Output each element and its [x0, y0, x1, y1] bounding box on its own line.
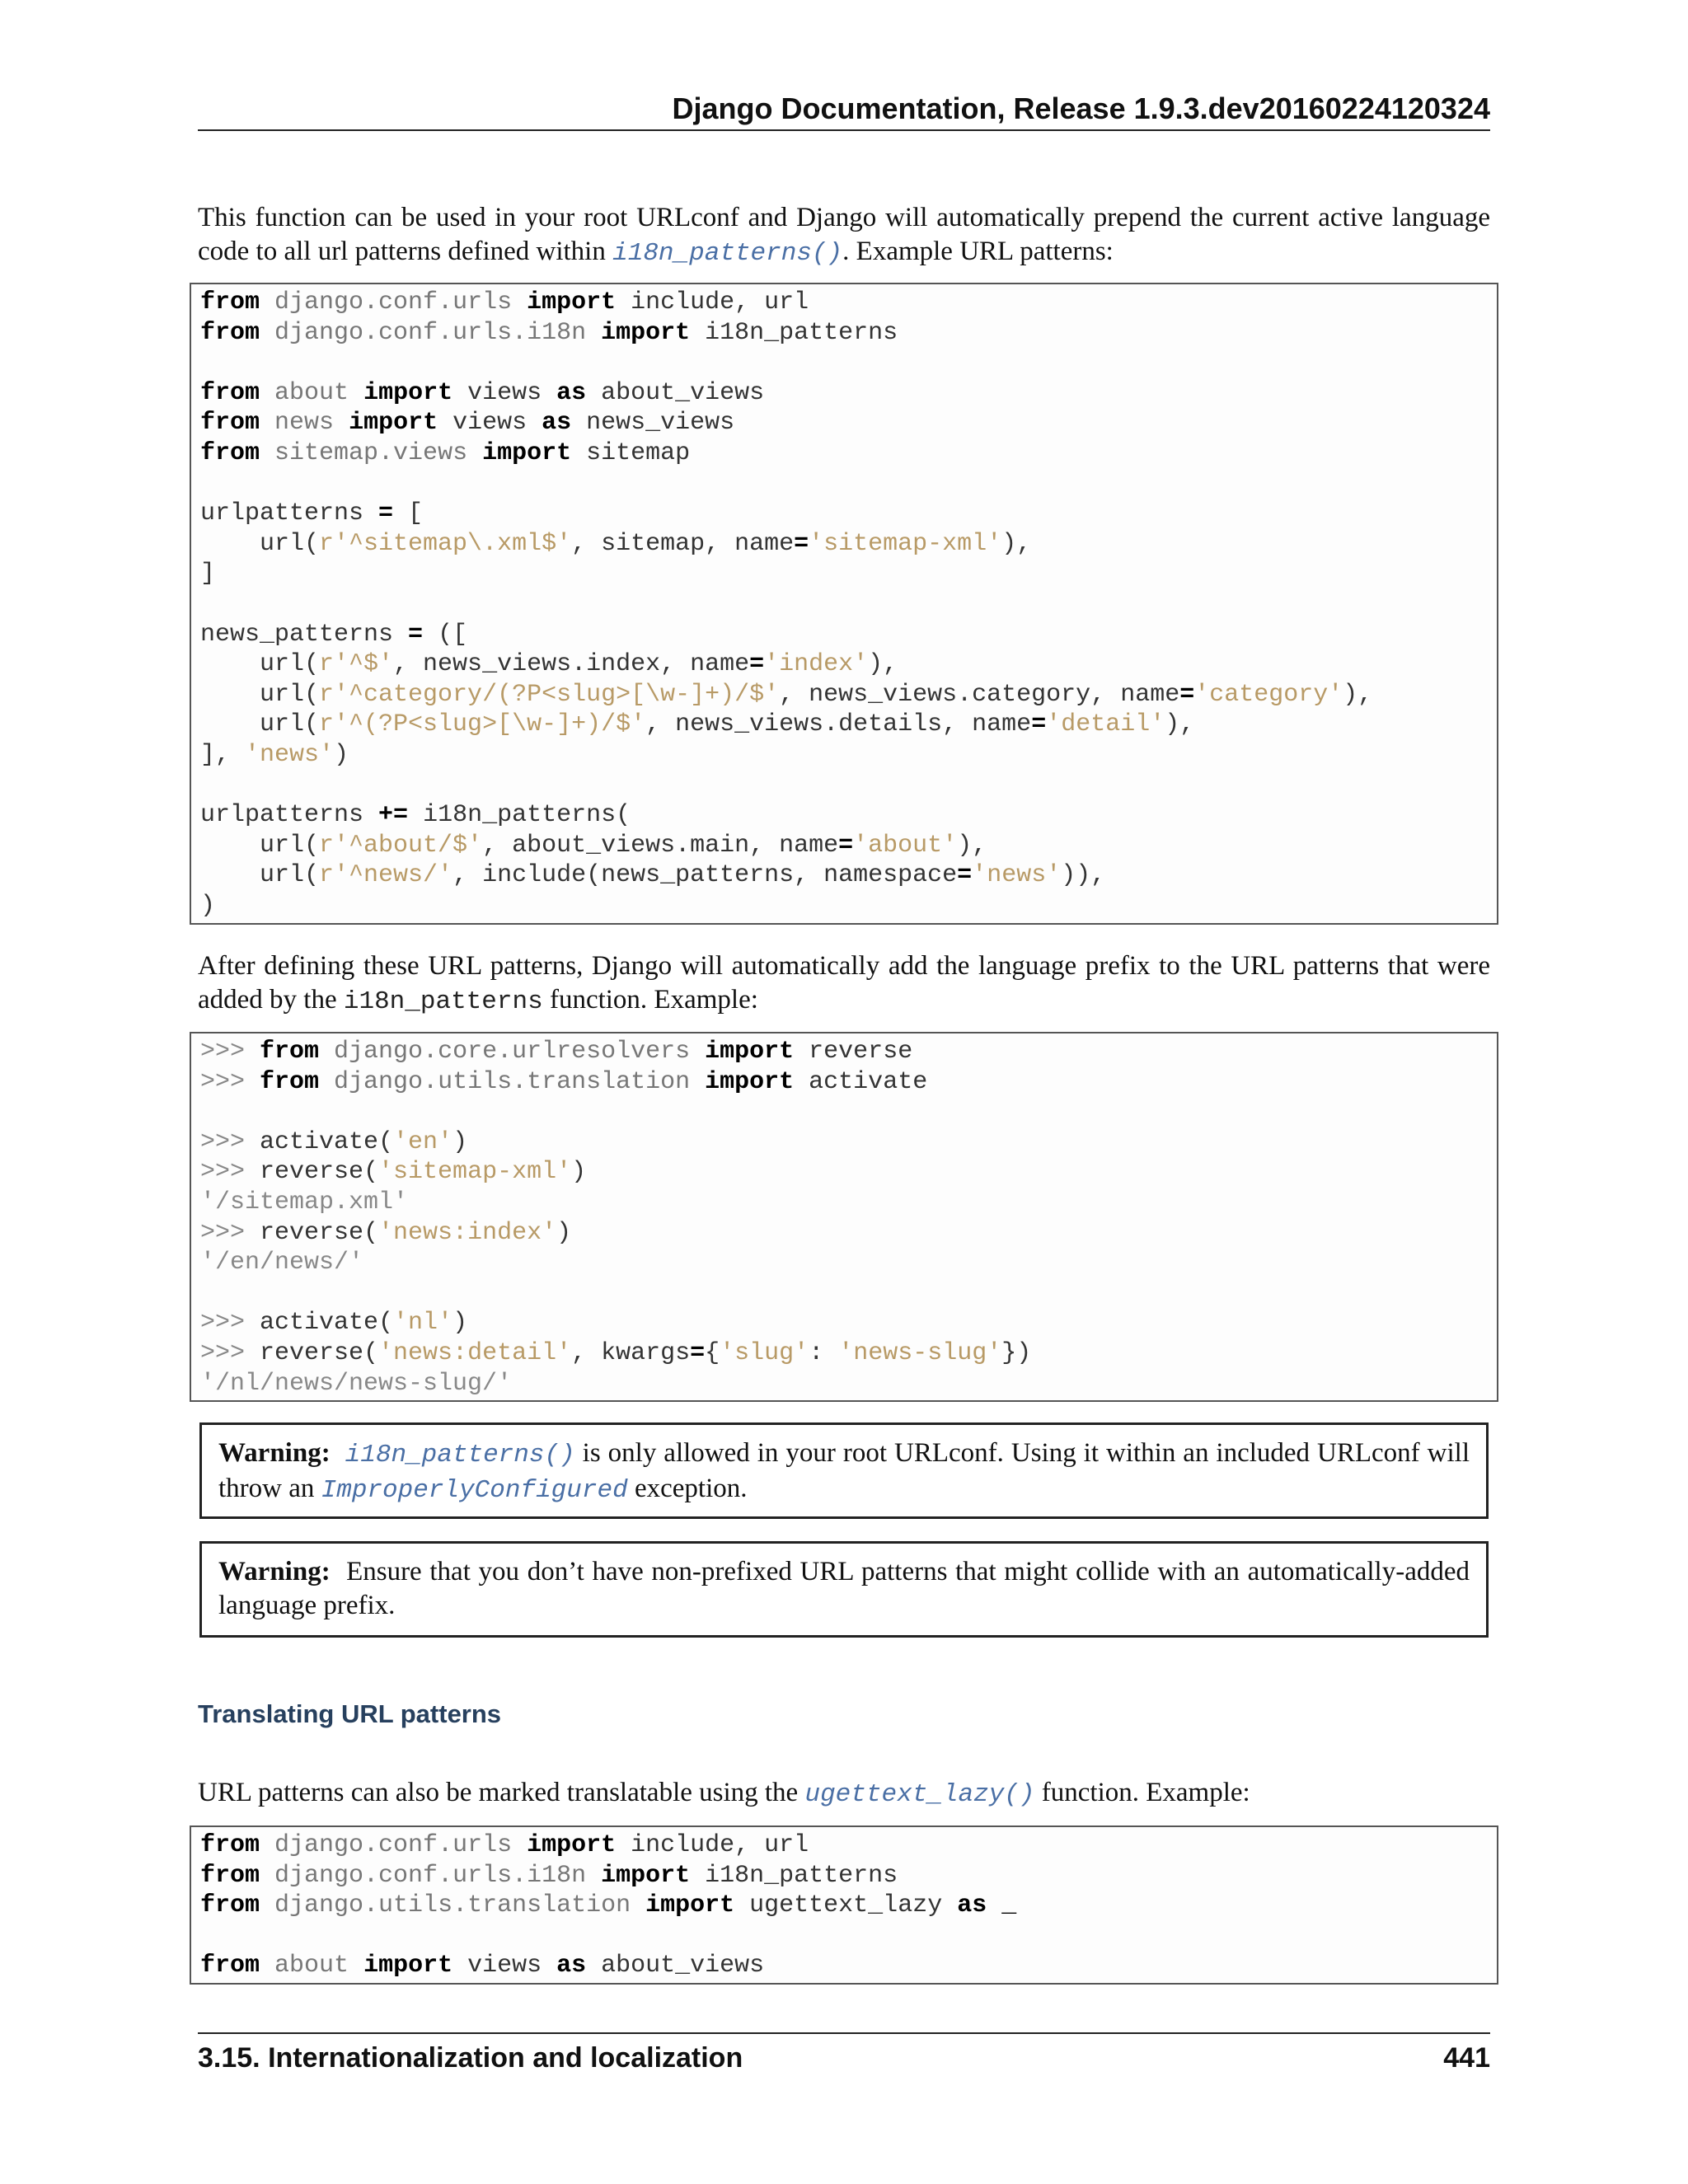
warning-label: Warning: — [218, 1557, 331, 1586]
code-token: ] — [200, 560, 216, 588]
running-header: Django Documentation, Release 1.9.3.dev20160224120324 — [672, 91, 1490, 125]
code-line — [200, 469, 1488, 499]
after-text: After defining these URL patterns, Django will automatically add the language prefix to the URL patterns that were added by the — [198, 951, 1490, 1015]
code-token: from — [200, 1952, 260, 1980]
code-token: 'news' — [245, 740, 335, 769]
code-line — [200, 438, 1488, 469]
code-line — [200, 1188, 1488, 1218]
i18n-patterns-literal: i18n_patterns — [343, 987, 543, 1016]
code-line — [200, 1830, 1488, 1861]
code-token — [467, 439, 482, 467]
code-token: import — [645, 1891, 735, 1920]
code-token: >>> — [200, 1309, 260, 1338]
code-token: include, url — [616, 1831, 809, 1859]
code-line — [200, 860, 1488, 891]
code-line — [200, 1037, 1488, 1067]
code-token — [260, 1831, 274, 1859]
code-token: reverse( — [260, 1158, 379, 1187]
code-token — [631, 1891, 645, 1919]
code-line — [200, 891, 1488, 921]
code-block-reverse-example — [190, 1032, 1498, 1402]
code-token: import — [349, 409, 438, 438]
code-token: urlpatterns — [200, 499, 379, 528]
code-token: import — [527, 1831, 617, 1859]
code-token: sitemap.views — [274, 438, 468, 467]
code-token: _ — [1001, 1891, 1017, 1920]
code-token: from — [200, 378, 260, 407]
code-token: , include(news_patterns, namespace — [452, 861, 958, 890]
code-token: from — [260, 1067, 320, 1096]
code-token: from — [260, 1038, 320, 1066]
code-token: news_views — [571, 409, 735, 438]
warning-box-prefix-collision — [199, 1541, 1489, 1638]
code-line — [200, 589, 1488, 620]
code-token: about_views — [586, 378, 765, 407]
code-line — [200, 740, 1488, 771]
code-token: ), — [957, 831, 987, 860]
code-token: )), — [1061, 861, 1106, 890]
code-token: url( — [200, 710, 320, 739]
code-token — [512, 1831, 527, 1859]
after-text-end: function. Example: — [542, 985, 758, 1015]
code-token: include, url — [616, 288, 809, 316]
code-token: ([ — [423, 620, 468, 649]
code-token — [260, 288, 274, 316]
code-token: = — [1031, 710, 1047, 739]
code-token: '/nl/news/news-slug/' — [200, 1369, 513, 1398]
code-token: as — [556, 378, 587, 407]
page-number: 441 — [1443, 2042, 1490, 2074]
code-line — [200, 499, 1488, 529]
code-line — [200, 1278, 1488, 1309]
code-token: += — [378, 801, 409, 830]
code-token: url( — [200, 680, 320, 709]
code-token — [260, 439, 274, 467]
code-token: ), — [1165, 710, 1195, 739]
code-token: 'slug' — [720, 1338, 809, 1367]
code-token: import — [601, 1861, 691, 1890]
code-line — [200, 1951, 1488, 1981]
header-rule — [198, 129, 1490, 131]
code-token: = — [957, 861, 973, 890]
code-token — [349, 1952, 363, 1980]
code-token: as — [542, 409, 572, 438]
code-token: ) — [556, 1218, 572, 1247]
code-token: i18n_patterns( — [408, 801, 631, 830]
translating-text: URL patterns can also be marked translatable using the — [198, 1778, 805, 1807]
code-line — [200, 680, 1488, 710]
code-line — [200, 1891, 1488, 1921]
code-token: import — [363, 1952, 453, 1980]
code-block-url-patterns — [190, 283, 1498, 925]
code-token: news_patterns — [200, 620, 409, 649]
code-token — [260, 319, 274, 347]
code-token — [690, 1038, 705, 1066]
code-token: '/sitemap.xml' — [200, 1188, 409, 1216]
code-token: = — [690, 1338, 706, 1367]
code-token: r'^$' — [319, 650, 394, 679]
code-token: , news_views.index, name — [393, 650, 750, 679]
code-token: 'sitemap-xml' — [378, 1158, 572, 1187]
code-token: url( — [200, 650, 320, 679]
footer-section-title: 3.15. Internationalization and localization — [198, 2042, 743, 2074]
code-token: urlpatterns — [200, 801, 379, 830]
code-line — [200, 831, 1488, 861]
code-token: r'^sitemap\.xml$' — [319, 529, 572, 558]
code-line — [200, 378, 1488, 409]
warning-text: is only allowed in your root URLconf. Using it within an included URLconf will throw an — [218, 1438, 1470, 1503]
i18n-patterns-link[interactable]: i18n_patterns() — [612, 239, 843, 268]
code-line — [200, 1308, 1488, 1338]
code-token — [260, 1952, 274, 1980]
translating-text-end: function. Example: — [1034, 1778, 1250, 1807]
code-token: ), — [1001, 529, 1032, 558]
code-block-translatable-urls — [190, 1825, 1498, 1985]
code-line — [200, 771, 1488, 801]
code-token: 'category' — [1194, 680, 1343, 709]
code-token: from — [200, 1861, 260, 1890]
code-token: sitemap — [571, 438, 691, 467]
improperly-configured-link[interactable]: ImproperlyConfigured — [321, 1476, 628, 1505]
code-line — [200, 1097, 1488, 1127]
code-token: : — [809, 1338, 839, 1367]
code-token: ), — [1343, 680, 1373, 709]
code-token: ), — [868, 650, 898, 679]
code-token: import — [705, 1038, 795, 1066]
translating-paragraph — [198, 1776, 1490, 1811]
code-token — [512, 288, 527, 316]
code-line — [200, 1127, 1488, 1158]
code-token — [260, 1891, 274, 1919]
code-line — [200, 1861, 1488, 1891]
code-token — [319, 1068, 334, 1096]
code-line — [200, 1369, 1488, 1399]
code-token — [319, 1038, 334, 1066]
code-token: django.conf.urls.i18n — [274, 318, 587, 347]
code-token: from — [200, 318, 260, 347]
code-token: 'news-slug' — [838, 1338, 1002, 1367]
code-line — [200, 348, 1488, 378]
code-token: = — [794, 529, 809, 558]
code-token: >>> — [200, 1067, 260, 1096]
code-token: ) — [452, 1309, 468, 1338]
code-token: , news_views.category, name — [779, 680, 1180, 709]
code-line — [200, 1218, 1488, 1249]
code-token: views — [452, 1952, 557, 1980]
code-token — [260, 1862, 274, 1890]
code-token — [349, 379, 363, 407]
code-line — [200, 408, 1488, 438]
code-token: activate( — [260, 1127, 394, 1156]
code-line — [200, 1921, 1488, 1952]
code-token: django.conf.urls — [274, 1831, 513, 1859]
warning-text: Ensure that you don’t have non-prefixed URL patterns that might collide with an automatically-added language prefix. — [218, 1557, 1470, 1620]
code-token: url( — [200, 861, 320, 890]
code-token: 'sitemap-xml' — [809, 529, 1002, 558]
code-token: r'^news/' — [319, 861, 453, 890]
code-token — [260, 409, 274, 437]
warning-text-end: exception. — [627, 1474, 748, 1503]
code-token: 'about' — [853, 831, 958, 860]
code-token: ], — [200, 740, 246, 769]
code-token: import — [482, 438, 572, 467]
code-token: = — [749, 650, 765, 679]
code-token: >>> — [200, 1038, 260, 1066]
code-token: about — [274, 378, 349, 407]
intro-text-end: . Example URL patterns: — [842, 237, 1114, 266]
code-line — [200, 710, 1488, 740]
code-line — [200, 288, 1488, 318]
code-token — [690, 1068, 705, 1096]
code-line — [200, 649, 1488, 680]
code-token: }) — [1001, 1338, 1032, 1367]
code-token: reverse( — [260, 1338, 379, 1367]
code-token: { — [705, 1338, 720, 1367]
after-paragraph — [198, 949, 1490, 1019]
code-token: import — [527, 288, 617, 316]
code-token: import — [363, 378, 453, 407]
code-token: 'news' — [972, 861, 1062, 890]
code-token: as — [556, 1952, 587, 1980]
code-token: >>> — [200, 1338, 260, 1367]
code-token — [987, 1891, 1001, 1919]
code-token: '/en/news/' — [200, 1249, 364, 1277]
code-line — [200, 529, 1488, 560]
i18n-patterns-link[interactable]: i18n_patterns() — [345, 1441, 575, 1469]
code-token: views — [438, 409, 542, 438]
warning-box-root-urlconf — [199, 1422, 1489, 1519]
code-token: r'^category/(?P<slug>[\w-]+)/$' — [319, 680, 780, 709]
code-token: 'index' — [764, 650, 869, 679]
code-token — [260, 379, 274, 407]
code-token: django.conf.urls.i18n — [274, 1861, 587, 1890]
code-token: about_views — [586, 1952, 765, 1980]
code-token: >>> — [200, 1158, 260, 1187]
code-token: django.conf.urls — [274, 288, 513, 316]
code-token: views — [452, 378, 557, 407]
code-token: django.core.urlresolvers — [334, 1038, 691, 1066]
code-line — [200, 318, 1488, 349]
code-token: 'nl' — [393, 1309, 453, 1338]
code-token: activate( — [260, 1309, 394, 1338]
code-token: reverse( — [260, 1218, 379, 1247]
code-token: ) — [200, 891, 216, 920]
code-token: >>> — [200, 1218, 260, 1247]
code-token: r'^about/$' — [319, 831, 483, 860]
code-token: [ — [393, 499, 424, 528]
ugettext-lazy-link[interactable]: ugettext_lazy() — [804, 1780, 1035, 1809]
code-token: , news_views.details, name — [645, 710, 1032, 739]
code-token: import — [601, 318, 691, 347]
footer-rule — [198, 2032, 1490, 2034]
code-line — [200, 620, 1488, 650]
code-token: from — [200, 438, 260, 467]
code-token: as — [957, 1891, 987, 1920]
code-token: i18n_patterns — [690, 1861, 898, 1890]
code-token: news — [274, 409, 335, 438]
code-token: activate — [794, 1067, 928, 1096]
code-token: ) — [334, 740, 349, 769]
code-token: 'detail' — [1046, 710, 1165, 739]
code-token — [586, 1862, 601, 1890]
code-token: django.utils.translation — [334, 1067, 691, 1096]
code-token — [334, 409, 349, 437]
code-token: >>> — [200, 1127, 260, 1156]
code-line — [200, 1338, 1488, 1369]
code-token: import — [705, 1067, 795, 1096]
code-token: 'news:detail' — [378, 1338, 572, 1367]
code-token: , about_views.main, name — [482, 831, 839, 860]
code-token: = — [378, 499, 394, 528]
code-line — [200, 1248, 1488, 1278]
code-token: = — [838, 831, 854, 860]
code-token: ugettext_lazy — [734, 1891, 958, 1920]
code-token: , kwargs — [571, 1338, 691, 1367]
code-token: r'^(?P<slug>[\w-]+)/$' — [319, 710, 646, 739]
code-token: , sitemap, name — [571, 529, 795, 558]
code-token: 'news:index' — [378, 1218, 557, 1247]
code-line — [200, 800, 1488, 831]
code-token: 'en' — [393, 1127, 453, 1156]
code-token: = — [408, 620, 424, 649]
code-token: = — [1179, 680, 1195, 709]
code-token: ) — [571, 1158, 587, 1187]
code-token: reverse — [794, 1038, 913, 1066]
intro-paragraph — [198, 201, 1490, 270]
code-token: url( — [200, 831, 320, 860]
code-token: from — [200, 409, 260, 438]
code-line — [200, 1157, 1488, 1188]
code-token: from — [200, 288, 260, 316]
code-line — [200, 1067, 1488, 1098]
code-token — [586, 319, 601, 347]
code-token: i18n_patterns — [690, 318, 898, 347]
intro-text: This function can be used in your root URLconf and Django will automatically prepend the current active language code to all url patterns defined within — [198, 203, 1490, 266]
code-token: about — [274, 1952, 349, 1980]
code-token: django.utils.translation — [274, 1891, 631, 1920]
section-heading: Translating URL patterns — [198, 1699, 502, 1728]
code-token: ) — [452, 1127, 468, 1156]
code-line — [200, 559, 1488, 589]
warning-label: Warning: — [218, 1438, 331, 1468]
code-token: from — [200, 1891, 260, 1920]
code-token: from — [200, 1831, 260, 1859]
code-token: url( — [200, 529, 320, 558]
